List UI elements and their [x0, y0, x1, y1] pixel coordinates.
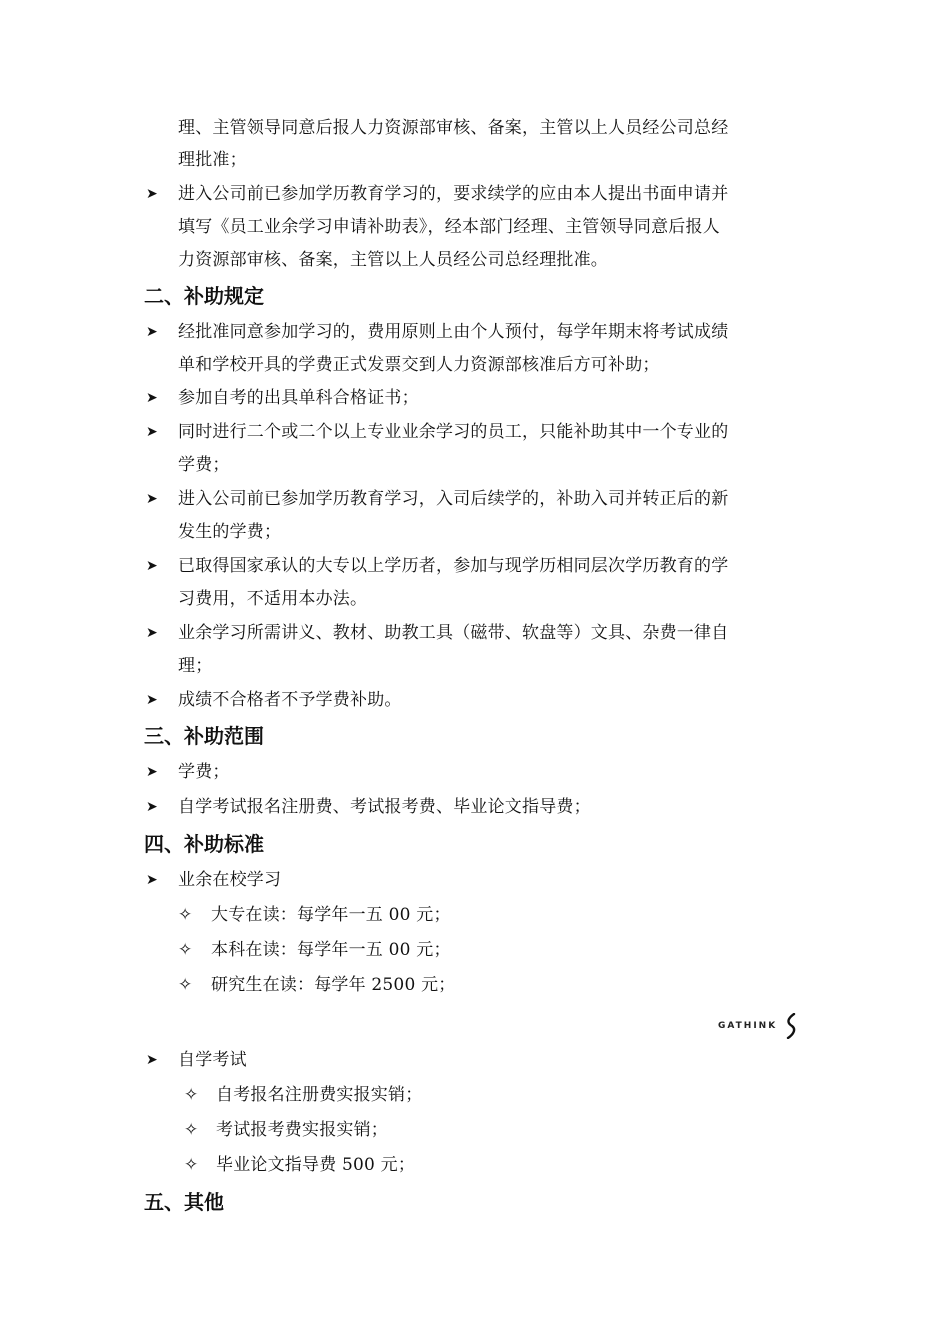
- four-point-star-icon: ✧: [178, 940, 193, 960]
- arrowhead-bullet-icon: ➤: [146, 324, 158, 340]
- list-item: 自学考试报名注册费、考试报考费、毕业论文指导费；: [178, 797, 591, 817]
- arrowhead-bullet-icon: ➤: [146, 390, 158, 406]
- sub-list-item: 研究生在读：每学年 2500 元；: [211, 975, 456, 995]
- list-item: 业余在校学习: [178, 870, 282, 890]
- section-heading: 二、补助规定: [144, 284, 264, 308]
- sub-list-item: 自考报名注册费实报实销；: [216, 1085, 423, 1105]
- list-item: 自学考试: [178, 1050, 247, 1070]
- list-item: 成绩不合格者不予学费补助。: [178, 690, 402, 710]
- arrowhead-bullet-icon: ➤: [146, 424, 158, 440]
- paragraph-line: 理批准；: [178, 150, 247, 170]
- section-heading: 四、补助标准: [144, 832, 264, 856]
- list-item-continuation: 学费；: [178, 455, 230, 475]
- paragraph-line: 理、主管领导同意后报人力资源部审核、备案，主管以上人员经公司总经: [178, 118, 729, 138]
- logo-text: GATHINK: [718, 1021, 778, 1031]
- four-point-star-icon: ✧: [184, 1085, 199, 1105]
- list-item-continuation: 填写《员工业余学习申请补助表》，经本部门经理、主管领导同意后报人: [178, 217, 720, 237]
- arrowhead-bullet-icon: ➤: [146, 764, 158, 780]
- list-item-continuation: 发生的学费；: [178, 522, 282, 542]
- logo-mark-icon: [785, 1013, 797, 1039]
- four-point-star-icon: ✧: [178, 975, 193, 995]
- arrowhead-bullet-icon: ➤: [146, 625, 158, 641]
- sub-list-item: 毕业论文指导费 500 元；: [216, 1155, 416, 1175]
- sub-list-item: 大专在读：每学年一五 00 元；: [211, 905, 451, 925]
- arrowhead-bullet-icon: ➤: [146, 799, 158, 815]
- sub-list-item: 考试报考费实报实销；: [216, 1120, 388, 1140]
- list-item: 进入公司前已参加学历教育学习的，要求续学的应由本人提出书面申请并: [178, 184, 729, 204]
- list-item: 同时进行二个或二个以上专业业余学习的员工，只能补助其中一个专业的: [178, 422, 729, 442]
- list-item-continuation: 单和学校开具的学费正式发票交到人力资源部核准后方可补助；: [178, 355, 660, 375]
- list-item-continuation: 力资源部审核、备案，主管以上人员经公司总经理批准。: [178, 250, 608, 270]
- list-item: 业余学习所需讲义、教材、助教工具（磁带、软盘等）文具、杂费一律自: [178, 623, 729, 643]
- list-item: 参加自考的出具单科合格证书；: [178, 388, 419, 408]
- four-point-star-icon: ✧: [184, 1120, 199, 1140]
- section-heading: 五、其他: [144, 1190, 224, 1214]
- four-point-star-icon: ✧: [184, 1155, 199, 1175]
- arrowhead-bullet-icon: ➤: [146, 558, 158, 574]
- list-item: 进入公司前已参加学历教育学习，入司后续学的，补助入司并转正后的新: [178, 489, 729, 509]
- gathink-logo: [718, 1012, 810, 1040]
- sub-list-item: 本科在读：每学年一五 00 元；: [211, 940, 451, 960]
- list-item: 经批准同意参加学习的，费用原则上由个人预付，每学年期末将考试成绩: [178, 322, 729, 342]
- list-item: 已取得国家承认的大专以上学历者，参加与现学历相同层次学历教育的学: [178, 556, 729, 576]
- arrowhead-bullet-icon: ➤: [146, 186, 158, 202]
- arrowhead-bullet-icon: ➤: [146, 491, 158, 507]
- four-point-star-icon: ✧: [178, 905, 193, 925]
- list-item-continuation: 理；: [178, 656, 213, 676]
- list-item: 学费；: [178, 762, 230, 782]
- section-heading: 三、补助范围: [144, 724, 264, 748]
- list-item-continuation: 习费用，不适用本办法。: [178, 589, 368, 609]
- arrowhead-bullet-icon: ➤: [146, 692, 158, 708]
- arrowhead-bullet-icon: ➤: [146, 1052, 158, 1068]
- arrowhead-bullet-icon: ➤: [146, 872, 158, 888]
